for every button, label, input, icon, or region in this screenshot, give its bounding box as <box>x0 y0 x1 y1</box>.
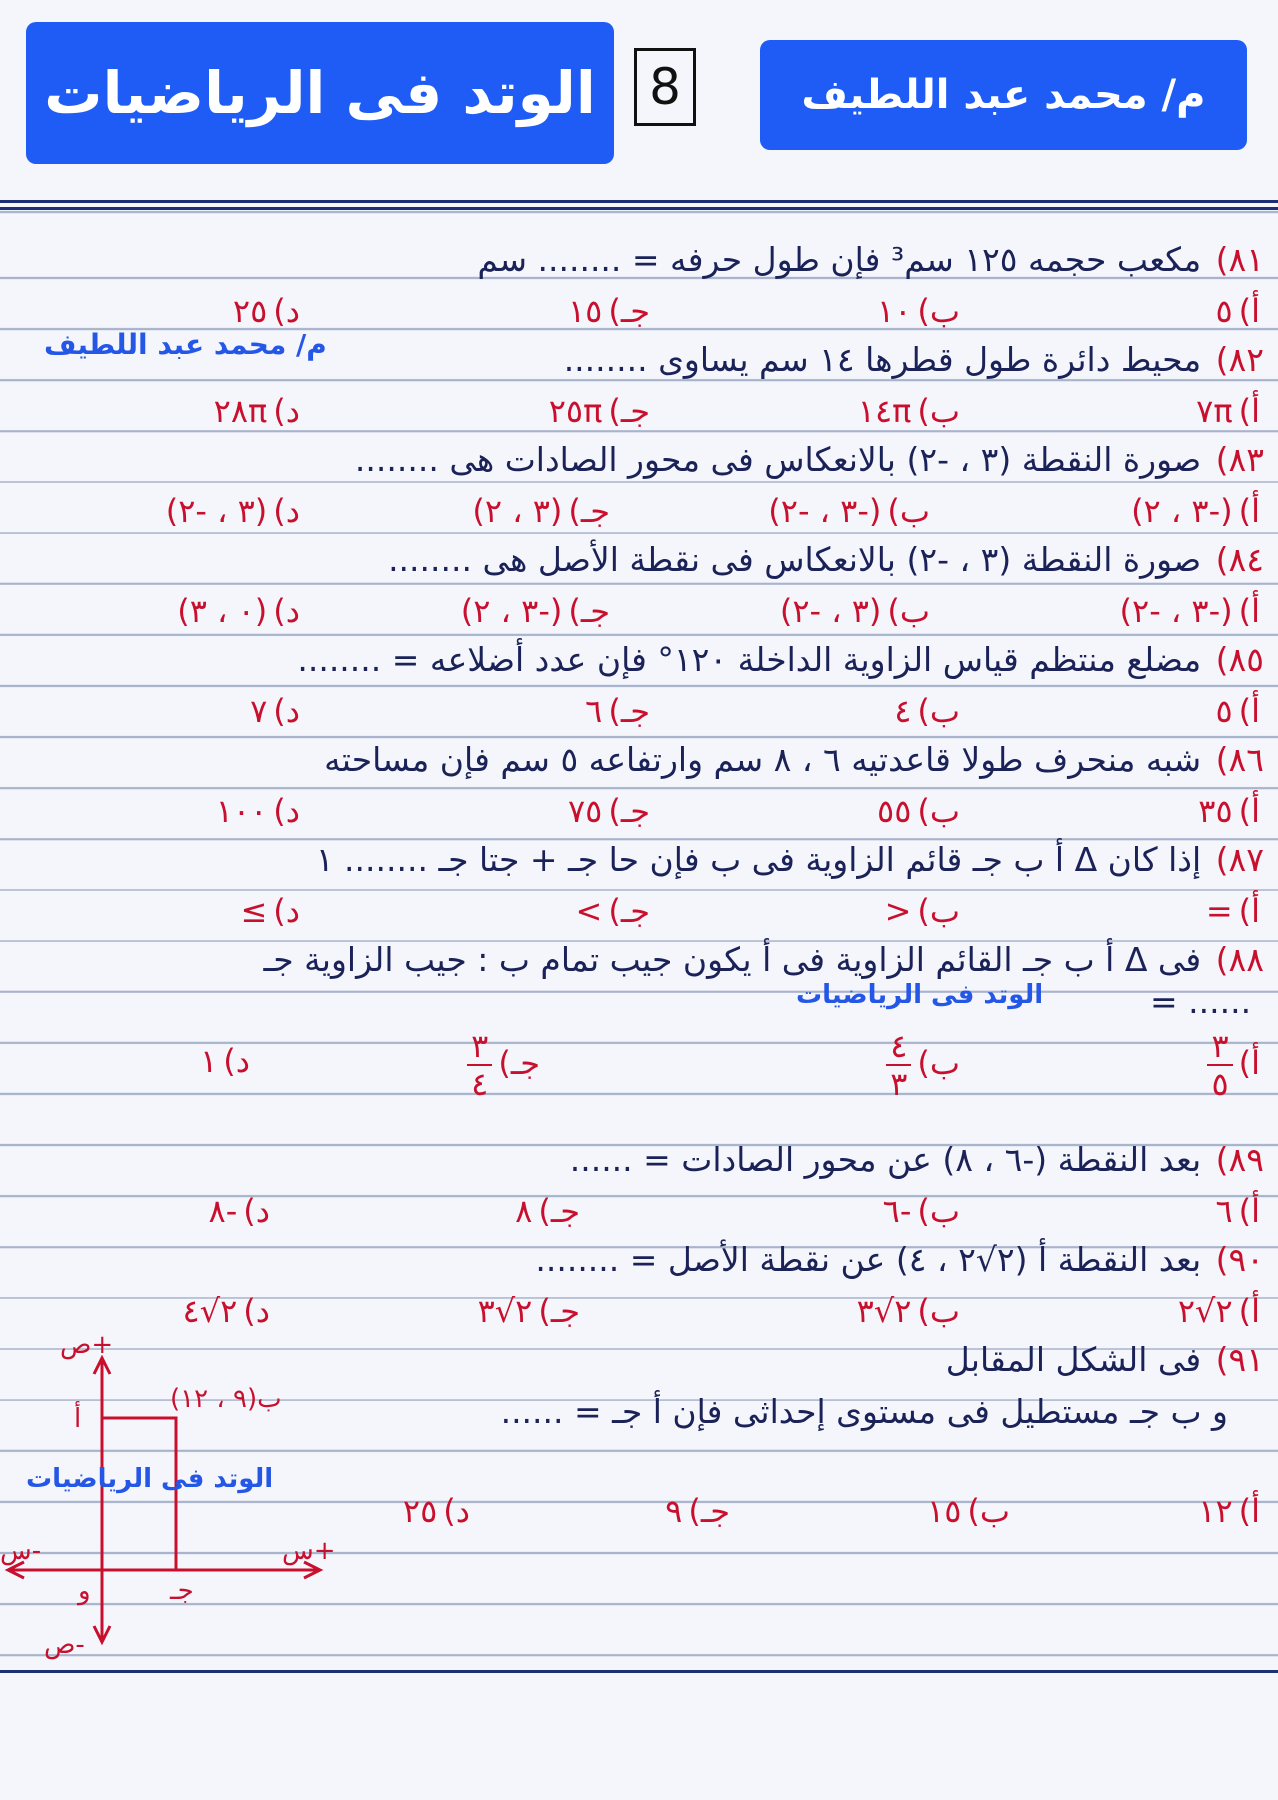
question-number: ٨١) <box>1215 240 1264 279</box>
question-82: ٨٢) محيط دائرة طول قطرها ١٤ سم يساوى ........ <box>563 340 1264 379</box>
bottom-rule <box>0 1670 1278 1673</box>
option-d: د)٢٥ <box>232 292 300 330</box>
option-c: جـ)(-٣ ، ٢) <box>460 592 610 630</box>
author-watermark: م/ محمد عبد اللطيف <box>44 328 327 361</box>
option-d: د)≥ <box>240 892 300 930</box>
option-a: أ)٥ <box>1215 292 1260 330</box>
title-text: الوتد فى الرياضيات <box>44 59 596 127</box>
page-number: 8 <box>649 58 681 116</box>
option-b: ب)٤ <box>894 692 960 730</box>
option-b: ب)١٥ <box>927 1492 1010 1530</box>
option-a: أ)٧π <box>1196 392 1260 430</box>
option-d: د)١٠٠ <box>215 792 300 830</box>
origin-label: و <box>78 1576 91 1606</box>
option-c: جـ)٧٥ <box>567 792 650 830</box>
question-text: مكعب حجمه ١٢٥ سم³ فإن طول حرفه = ........ سم <box>477 240 1202 279</box>
page-number-badge <box>634 48 696 126</box>
author-banner <box>760 40 1247 150</box>
question-91: ٩١) فى الشكل المقابل <box>945 1340 1264 1379</box>
point-b-label: ب(٩ ، ١٢) <box>170 1384 282 1414</box>
option-b: ب)< <box>884 892 960 930</box>
option-c: جـ)٢√٣ <box>477 1292 580 1330</box>
y-neg-label: -ص <box>44 1630 85 1660</box>
question-81 <box>477 240 1264 279</box>
question-91-line-2: و ب جـ مستطيل فى مستوى إحداثى فإن أ جـ = ...... <box>500 1392 1228 1431</box>
x-neg-label: -س <box>0 1536 42 1566</box>
question-83: ٨٣) صورة النقطة (٣ ، -٢) بالانعكاس فى محور الصادات هى ........ <box>354 440 1264 479</box>
y-pos-label: +ص <box>60 1330 114 1360</box>
option-d: د)-٨ <box>208 1192 270 1230</box>
option-c: جـ)> <box>575 892 650 930</box>
option-a: أ)٦ <box>1215 1192 1260 1230</box>
option-c: جـ)٩ <box>665 1492 730 1530</box>
option-d: د)٢٥ <box>402 1492 470 1530</box>
option-b: ب)١٤π <box>857 392 960 430</box>
option-c: جـ) $\frac{٣}{٤}$ <box>290 1030 540 1100</box>
option-d: د)١ <box>200 1042 250 1080</box>
option-a: أ)= <box>1205 892 1260 930</box>
question-90: ٩٠) بعد النقطة أ (٢√٢ ، ٤) عن نقطة الأصل = ........ <box>535 1240 1264 1279</box>
question-86: ٨٦) شبه منحرف طولا قاعدتيه ٦ ، ٨ سم وارتفاعه ٥ سم فإن مساحته <box>324 740 1264 779</box>
coordinate-figure <box>0 1330 360 1670</box>
title-watermark: الوتد فى الرياضيات <box>796 980 1044 1010</box>
question-88: ٨٨) فى Δ أ ب جـ القائم الزاوية فى أ يكون جيب تمام ب : جيب الزاوية جـ <box>263 940 1264 979</box>
question-85: ٨٥) مضلع منتظم قياس الزاوية الداخلة ١٢٠° فإن عدد أضلاعه = ........ <box>297 640 1264 679</box>
question-84: ٨٤) صورة النقطة (٣ ، -٢) بالانعكاس فى نقطة الأصل هى ........ <box>388 540 1264 579</box>
option-d: د)(٠ ، ٣) <box>177 592 300 630</box>
option-b: ب)(-٣ ، -٢) <box>768 492 930 530</box>
option-a: أ) $\frac{٣}{٥}$ <box>1010 1030 1260 1100</box>
option-a: أ)٢√٢ <box>1177 1292 1260 1330</box>
option-d: د)٢√٤ <box>182 1292 270 1330</box>
option-c: جـ)(٣ ، ٢) <box>472 492 610 530</box>
option-c: جـ)٦ <box>585 692 650 730</box>
option-a: أ)٥ <box>1215 692 1260 730</box>
option-b: ب)-٦ <box>882 1192 960 1230</box>
option-b: ب)(٣ ، -٢) <box>779 592 930 630</box>
author-text: م/ محمد عبد اللطيف <box>801 72 1206 118</box>
option-a: أ)٣٥ <box>1198 792 1260 830</box>
top-rule-secondary <box>0 207 1278 210</box>
x-pos-label: +س <box>282 1536 336 1566</box>
question-87: ٨٧) إذا كان Δ أ ب جـ قائم الزاوية فى ب فإن حا جـ + جتا جـ ........ ١ <box>315 840 1264 879</box>
option-c: جـ)٨ <box>515 1192 580 1230</box>
option-a: أ)(-٣ ، -٢) <box>1119 592 1260 630</box>
question-89: ٨٩) بعد النقطة (-٦ ، ٨) عن محور الصادات = ...... <box>569 1140 1264 1179</box>
option-c: جـ)١٥ <box>567 292 650 330</box>
option-d: د)٢٨π <box>213 392 300 430</box>
point-a-label: أ <box>74 1404 82 1434</box>
option-c: جـ)٢٥π <box>548 392 650 430</box>
option-b: ب)١٠ <box>877 292 960 330</box>
title-banner <box>26 22 614 164</box>
question-88-tail: = ...... <box>1150 982 1252 1021</box>
option-a: أ)(-٣ ، ٢) <box>1131 492 1260 530</box>
option-b: ب)٥٥ <box>877 792 960 830</box>
option-d: د)(٣ ، -٢) <box>165 492 300 530</box>
option-d: د)٧ <box>250 692 300 730</box>
footer-area <box>0 1680 1278 1800</box>
option-b: ب)٢√٣ <box>856 1292 960 1330</box>
option-b: ب) $\frac{٤}{٣}$ <box>710 1030 960 1100</box>
rectangle <box>102 1418 176 1570</box>
figure-drawing <box>0 1330 360 1670</box>
point-c-label: جـ <box>170 1576 194 1606</box>
title-watermark: الوتد فى الرياضيات <box>26 1464 274 1494</box>
option-a: أ)١٢ <box>1198 1492 1260 1530</box>
top-rule <box>0 200 1278 203</box>
